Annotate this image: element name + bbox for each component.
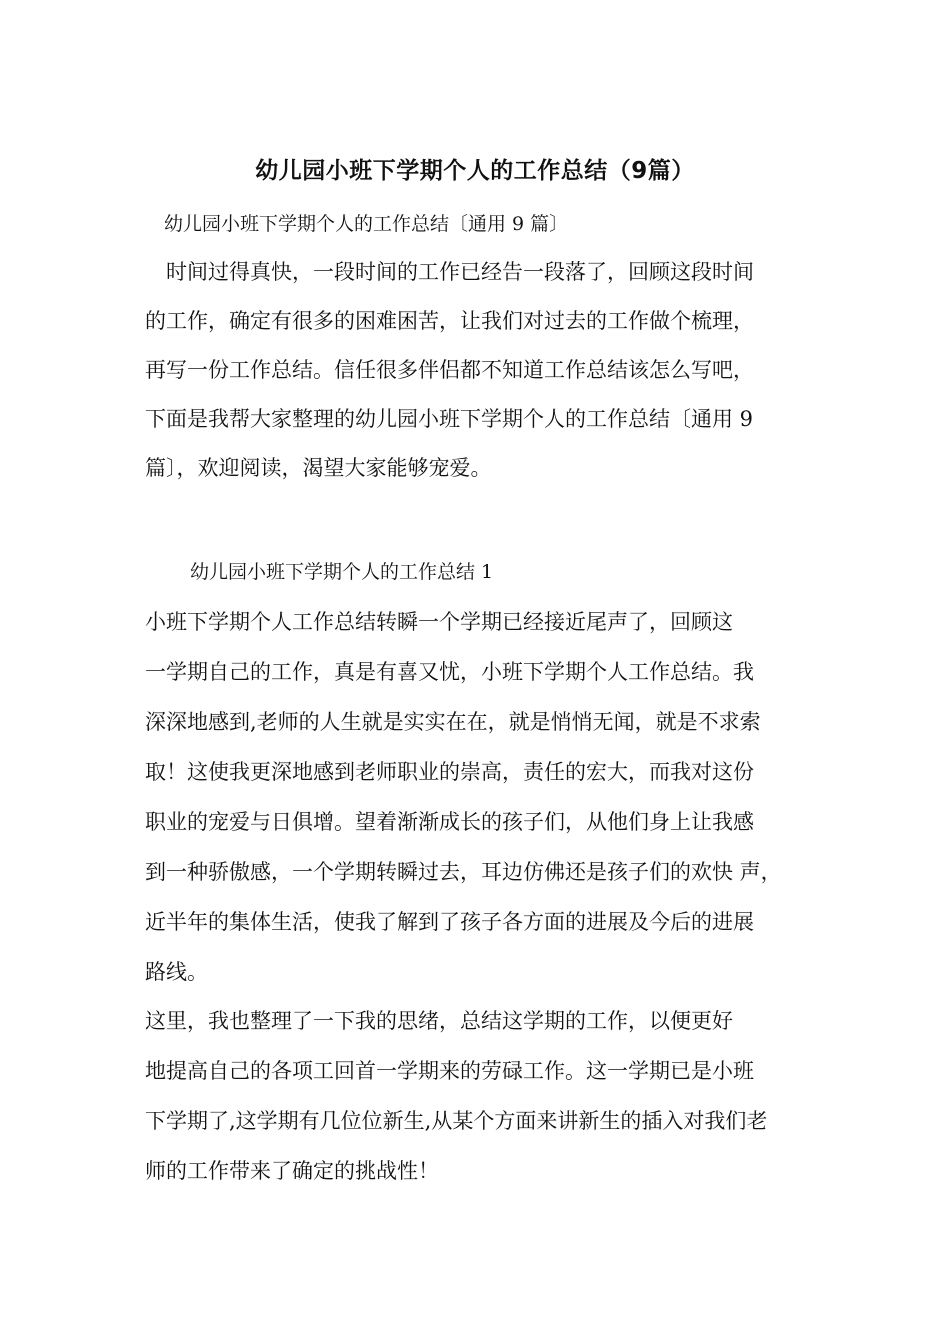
text-line: 篇〕，欢迎阅读，渴望大家能够宠爱。 bbox=[145, 456, 492, 480]
text-line: 到一种骄傲感，一个学期转瞬过去，耳边仿佛还是孩子们的欢快 声， bbox=[145, 860, 782, 884]
text-line: 下学期了,这学期有几位位新生,从某个方面来讲新生的插入对我们老 bbox=[145, 1109, 768, 1133]
text-line: 时间过得真快，一段时间的工作已经告一段落了，回顾这段时间 bbox=[145, 260, 754, 284]
text-line: 下面是我帮大家整理的幼儿园小班下学期个人的工作总结〔通用 9 bbox=[145, 407, 754, 431]
text-line: 近半年的集体生活，使我了解到了孩子各方面的进展及今后的进展 bbox=[145, 910, 754, 934]
text-line: 的工作，确定有很多的困难困苦，让我们对过去的工作做个梳理， bbox=[145, 309, 754, 333]
intro-paragraph bbox=[145, 248, 825, 493]
text-line: 职业的宠爱与日俱增。望着渐渐成长的孩子们，从他们身上让我感 bbox=[145, 810, 754, 834]
text-line: 再写一份工作总结。信任很多伴侣都不知道工作总结该怎么写吧， bbox=[145, 358, 754, 382]
section1-paragraph-2 bbox=[145, 996, 825, 1196]
text-line: 地提高自己的各项工回首一学期来的劳碌工作。这一学期已是小班 bbox=[145, 1059, 754, 1083]
text-line: 师的工作带来了确定的挑战性！ bbox=[145, 1159, 439, 1183]
text-line: 小班下学期个人工作总结转瞬一个学期已经接近尾声了，回顾这 bbox=[145, 610, 733, 634]
text-line: 深深地感到,老师的人生就是实实在在，就是悄悄无闻，就是不求索 bbox=[145, 710, 761, 734]
document-title: 幼儿园小班下学期个人的工作总结（9篇） bbox=[255, 158, 695, 184]
text-line: 一学期自己的工作，真是有喜又忧，小班下学期个人工作总结。我 bbox=[145, 660, 754, 684]
text-line: 取！这使我更深地感到老师职业的崇高，责任的宏大，而我对这份 bbox=[145, 760, 754, 784]
section1-paragraph-1 bbox=[145, 597, 825, 997]
text-line: 路线。 bbox=[145, 960, 208, 984]
text-line: 这里，我也整理了一下我的思绪，总结这学期的工作，以便更好 bbox=[145, 1009, 733, 1033]
document-subtitle: 幼儿园小班下学期个人的工作总结〔通用 9 篇〕 bbox=[164, 213, 569, 235]
section-heading: 幼儿园小班下学期个人的工作总结 1 bbox=[190, 561, 494, 583]
